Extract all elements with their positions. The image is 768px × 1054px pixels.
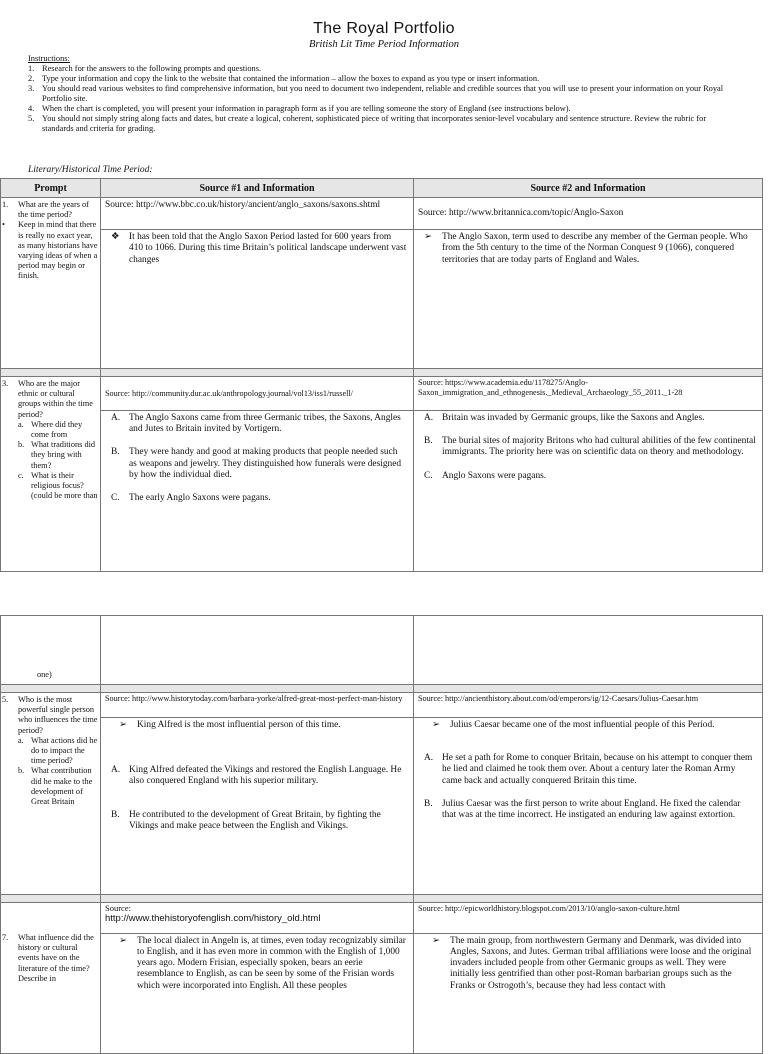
source2-link[interactable]: Source: http://epicworldhistory.blogspot.com/2013/10/anglo-saxon-culture.html: [414, 903, 763, 934]
gap-row: [1, 369, 763, 377]
header-prompt: Prompt: [1, 179, 101, 198]
gap-row: [1, 685, 763, 693]
source2-info[interactable]: ➢ Julius Caesar became one of the most influential people of this Period. A. He set a path for Rome to conquer Britain, because on his attempt to conquer them he lied and claimed he took them over. About a century later the Roman Army came back and actually conquered Britain this time. B. Julius Caesar was the first person to write about England. He fixed the calendar that was at the time incorrect. He instigated an enduring law against extortion.: [414, 718, 763, 895]
instructions: [28, 54, 733, 134]
header-source2: Source #2 and Information: [414, 179, 763, 198]
source2-link[interactable]: Source: https://www.academia.edu/1178275/Anglo-Saxon_immigration_and_ethnogenesis._Medieval_Archaeology_55_2011._1-28: [414, 377, 763, 411]
arrow-bullet-icon: ➢: [119, 935, 127, 946]
table-header-row: [1, 179, 763, 198]
source2-info[interactable]: [414, 616, 763, 685]
source1-info[interactable]: ➢ King Alfred is the most influential person of this time. A. King Alfred defeated the Vikings and restored the English Language. He also conquered England with his superior military. B. He contributed to the development of Great Britain, by fighting the Vikings and make peace between the English and Vikings.: [101, 718, 414, 895]
instruction-item: 1. Research for the answers to the following prompts and questions.: [28, 64, 262, 73]
arrow-bullet-icon: ➢: [119, 720, 127, 730]
source2-info[interactable]: A. Britain was invaded by Germanic groups, like the Saxons and Angles. B. The burial sites of majority Britons who had cultural abilities of the few continental immigrants. The priority here was on scientific data on theory and methodology. C. Anglo Saxons were pagans.: [414, 411, 763, 572]
table-row: [1, 903, 763, 934]
arrow-bullet-icon: ➢: [424, 232, 432, 243]
arrow-bullet-icon: ➢: [432, 935, 440, 946]
source1-info[interactable]: ❖ It has been told that the Anglo Saxon Period lasted for 600 years from 410 to 1066. During this time Britain’s political landscape underwent vast changes: [101, 230, 414, 369]
prompt-cell: 5. Who is the most powerful single person who influences the time period? a. What actions did he do to impact the time period? b. What contribution did he make to the development of Great Britain: [1, 693, 101, 895]
table-row: [1, 718, 763, 895]
source1-info[interactable]: ➢ The local dialect in Angeln is, at times, even today recognizably similar to English, and it has even more in common with the English of 1,000 years ago. Modern Frisian, especially spoken, bears an eerie resemblance to English, as can be seen by some of the Frisian words which were incorporated into English. All these peoples: [101, 933, 414, 1053]
source1-link[interactable]: Source: http://www.thehistoryofenglish.com/history_old.html: [101, 903, 414, 934]
table-row: [1, 693, 763, 718]
prompt-cell: 3. Who are the major ethnic or cultural groups within the time period? a. Where did they come from b. What traditions did they bring with them? c. What is their religious focus? (could be more than: [1, 377, 101, 572]
instruction-item: 3. You should read various websites to find comprehensive information, but you need to document two independent, reliable and credible sources that you will use to present your information on your Royal Portfolio site.: [28, 84, 724, 103]
page-title: The Royal Portfolio: [313, 20, 455, 37]
source2-info[interactable]: ➢ The Anglo Saxon, term used to describe any member of the German people. Who from the 5th century to the time of the Norman Conquest 9 (1066), conquered territories that are today parts of England and Wales.: [414, 230, 763, 369]
diamond-bullet-icon: ❖: [111, 232, 120, 243]
source1-link[interactable]: Source: http://www.historytoday.com/barbara-yorke/alfred-great-most-perfect-man-history: [101, 693, 414, 718]
source2-link[interactable]: Source: http://ancienthistory.about.com/od/emperors/ig/12-Caesars/Julius-Caesar.htm: [414, 693, 763, 718]
source2-info[interactable]: ➢ The main group, from northwestern Germany and Denmark, was divided into Angles, Saxons, and Jutes. German tribal affiliations were loose and the original invaders included people from other Germanic groups as well. They were initially less gentrified than other post-Roman barbarian groups such as the Franks or Ostrogoth’s, because they had less contact with: [414, 933, 763, 1053]
prompt-cell: 1. What are the years of the time period? • Keep in mind that there is really no exact year, as many historians have varying ideas of when a period may begin or finish.: [1, 198, 101, 369]
source1-link[interactable]: Source: http://community.dur.ac.uk/anthropology.journal/vol13/iss1/russell/: [101, 377, 414, 411]
source1-link[interactable]: Source: http://www.bbc.co.uk/history/ancient/anglo_saxons/saxons.shtml: [101, 198, 414, 230]
table-row: [1, 230, 763, 369]
table-row: [1, 377, 763, 411]
prompt-cell: 7. What influence did the history or cultural events have on the literature of the time? Describe in: [1, 903, 101, 1054]
research-table-page2: [0, 615, 763, 1054]
instructions-list: [28, 64, 733, 134]
source1-info[interactable]: [101, 616, 414, 685]
time-period-label: Literary/Historical Time Period:: [28, 165, 153, 175]
instruction-item: 4. When the chart is completed, you will present your information in paragraph form as if you are telling someone the story of England (see instructions below).: [28, 104, 571, 113]
source2-link[interactable]: Source: http://www.britannica.com/topic/Anglo-Saxon: [414, 198, 763, 230]
table-row: [1, 198, 763, 230]
gap-row: [1, 895, 763, 903]
table-row: [1, 411, 763, 572]
research-table-page1: [0, 178, 763, 572]
instruction-item: 2. Type your information and copy the link to the website that contained the information – allow the boxes to expand as you type or insert information.: [28, 74, 540, 83]
source1-info[interactable]: A. The Anglo Saxons came from three Germanic tribes, the Saxons, Angles and Jutes to Britain invited by Vortigern. B. They were handy and good at making products that people needed such as weapons and jewelry. They distinguished how funerals were designed by how the individual died. C. The early Anglo Saxons were pagans.: [101, 411, 414, 572]
header-source1: Source #1 and Information: [101, 179, 414, 198]
arrow-bullet-icon: ➢: [432, 720, 440, 730]
page-subtitle: British Lit Time Period Information: [309, 39, 459, 50]
table-row: [1, 616, 763, 685]
prompt-cell-continued: one): [1, 616, 101, 685]
table-row: [1, 933, 763, 1053]
instruction-item: 5. You should not simply string along facts and dates, but create a logical, coherent, sophisticated piece of writing that incorporates senior-level vocabulary and sentence structure. Review the rubric for standards and criteria for grading.: [28, 114, 707, 133]
instructions-heading: Instructions:: [28, 54, 70, 63]
